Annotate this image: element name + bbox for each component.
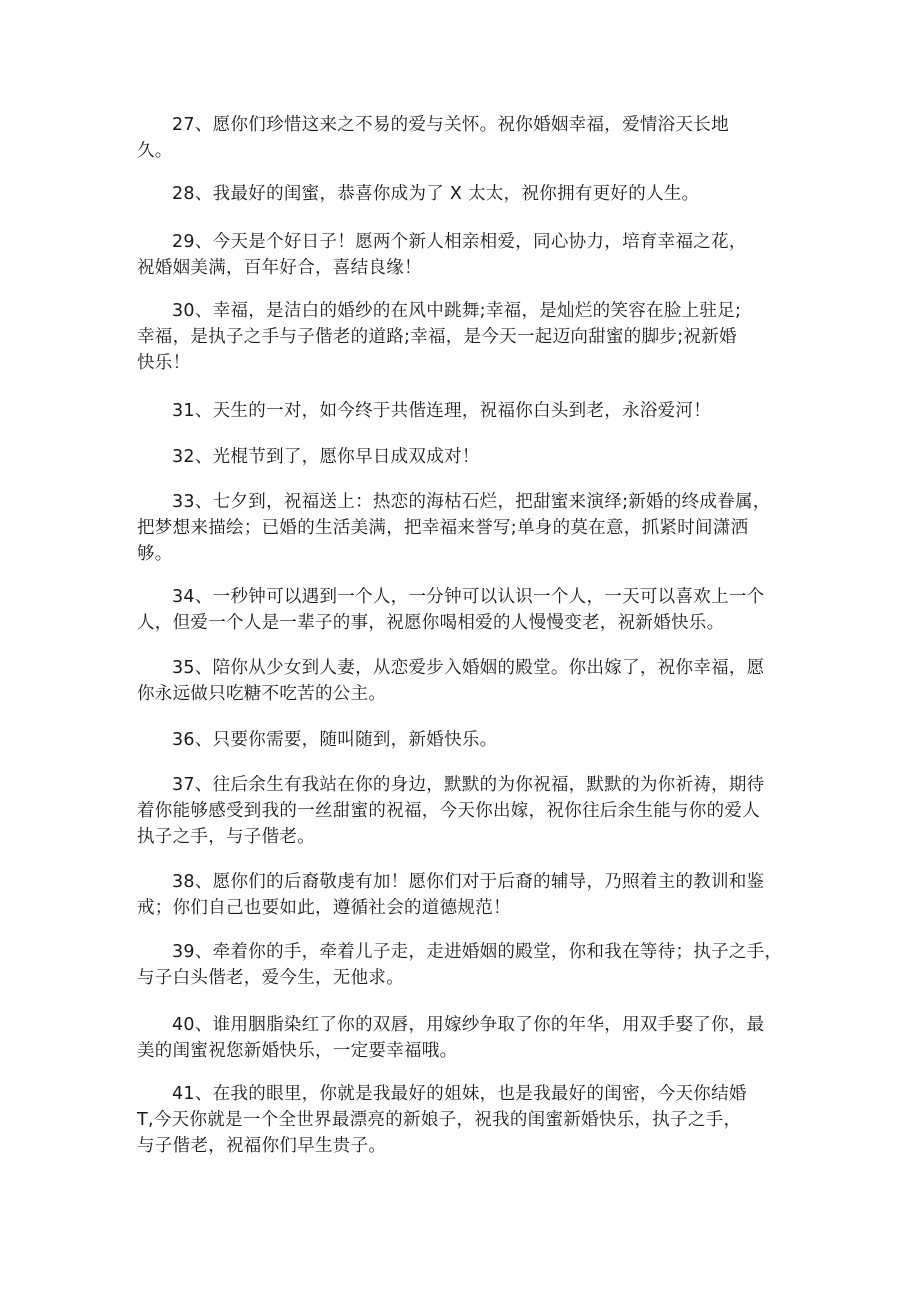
paragraph-line: 你永远做只吃糖不吃苦的公主。 xyxy=(137,684,387,704)
paragraph-40 xyxy=(137,1012,787,1064)
paragraph-34 xyxy=(137,584,787,636)
paragraph-line: 执子之手，与子偕老。 xyxy=(137,827,315,847)
paragraph-33 xyxy=(137,489,787,567)
paragraph-line: 把梦想来描绘；已婚的生活美满，把幸福来誉写;单身的莫在意，抓紧时间潇洒 xyxy=(137,518,749,538)
paragraph-line: 34、一秒钟可以遇到一个人，一分钟可以认识一个人，一天可以喜欢上一个 xyxy=(172,587,765,607)
paragraph-39 xyxy=(137,939,787,991)
paragraph-31 xyxy=(137,398,787,424)
paragraph-line: 久。 xyxy=(137,141,173,161)
paragraph-line: 40、谁用胭脂染红了你的双唇，用嫁纱争取了你的年华，用双手娶了你，最 xyxy=(172,1015,765,1035)
paragraph-28 xyxy=(137,181,787,207)
paragraph-line: 32、光棍节到了，愿你早日成双成对！ xyxy=(172,447,480,467)
paragraph-line: 人，但爱一个人是一辈子的事，祝愿你喝相爱的人慢慢变老，祝新婚快乐。 xyxy=(137,613,725,633)
paragraph-line: 够。 xyxy=(137,544,173,564)
paragraph-36 xyxy=(137,727,787,753)
paragraph-line: 28、我最好的闺蜜，恭喜你成为了 X 太太，祝你拥有更好的人生。 xyxy=(172,184,700,204)
paragraph-line: 着你能够感受到我的一丝甜蜜的祝福，今天你出嫁，祝你往后余生能与你的爱人 xyxy=(137,801,760,821)
paragraph-line: 祝婚姻美满，百年好合，喜结良缘！ xyxy=(137,258,422,278)
paragraph-line: 36、只要你需要，随叫随到，新婚快乐。 xyxy=(172,730,498,750)
paragraph-line: 戒；你们自己也要如此，遵循社会的道德规范！ xyxy=(137,898,511,918)
paragraph-line: 与子白头偕老，爱今生，无他求。 xyxy=(137,968,404,988)
paragraph-line: 美的闺蜜祝您新婚快乐，一定要幸福哦。 xyxy=(137,1041,458,1061)
paragraph-32 xyxy=(137,444,787,470)
paragraph-37 xyxy=(137,772,787,850)
paragraph-line: 31、天生的一对，如今终于共偕连理，祝福你白头到老，永浴爱河！ xyxy=(172,401,712,421)
paragraph-38 xyxy=(137,869,787,921)
paragraph-line: 与子偕老，祝福你们早生贵子。 xyxy=(137,1136,387,1156)
paragraph-line: 快乐！ xyxy=(137,353,191,373)
paragraph-30 xyxy=(137,298,787,376)
paragraph-line: 30、幸福，是洁白的婚纱的在风中跳舞;幸福，是灿烂的笑容在脸上驻足; xyxy=(172,301,742,321)
paragraph-line: T,今天你就是一个全世界最漂亮的新娘子，祝我的闺蜜新婚快乐，执子之手， xyxy=(137,1110,742,1130)
paragraph-29 xyxy=(137,229,787,281)
paragraph-35 xyxy=(137,655,787,707)
paragraph-line: 33、七夕到，祝福送上：热恋的海枯石烂，把甜蜜来演绎;新婚的终成眷属， xyxy=(172,492,771,512)
paragraph-line: 37、往后余生有我站在你的身边，默默的为你祝福，默默的为你祈祷，期待 xyxy=(172,775,765,795)
paragraph-line: 27、愿你们珍惜这来之不易的爱与关怀。祝你婚姻幸福，爱情浴天长地 xyxy=(172,115,729,135)
paragraph-27 xyxy=(137,112,787,164)
paragraph-line: 29、今天是个好日子！愿两个新人相亲相爱，同心协力，培育幸福之花， xyxy=(172,232,747,252)
paragraph-line: 39、牵着你的手，牵着儿子走，走进婚姻的殿堂，你和我在等待；执子之手， xyxy=(172,942,783,962)
paragraph-line: 35、陪你从少女到人妻，从恋爱步入婚姻的殿堂。你出嫁了，祝你幸福，愿 xyxy=(172,658,765,678)
paragraph-line: 幸福，是执子之手与子偕老的道路;幸福，是今天一起迈向甜蜜的脚步;祝新婚 xyxy=(137,327,737,347)
paragraph-41 xyxy=(137,1081,787,1159)
paragraph-line: 41、在我的眼里，你就是我最好的姐妹，也是我最好的闺密，今天你结婚 xyxy=(172,1084,747,1104)
paragraph-line: 38、愿你们的后裔敬虔有加！愿你们对于后裔的辅导，乃照着主的教训和鉴 xyxy=(172,872,765,892)
